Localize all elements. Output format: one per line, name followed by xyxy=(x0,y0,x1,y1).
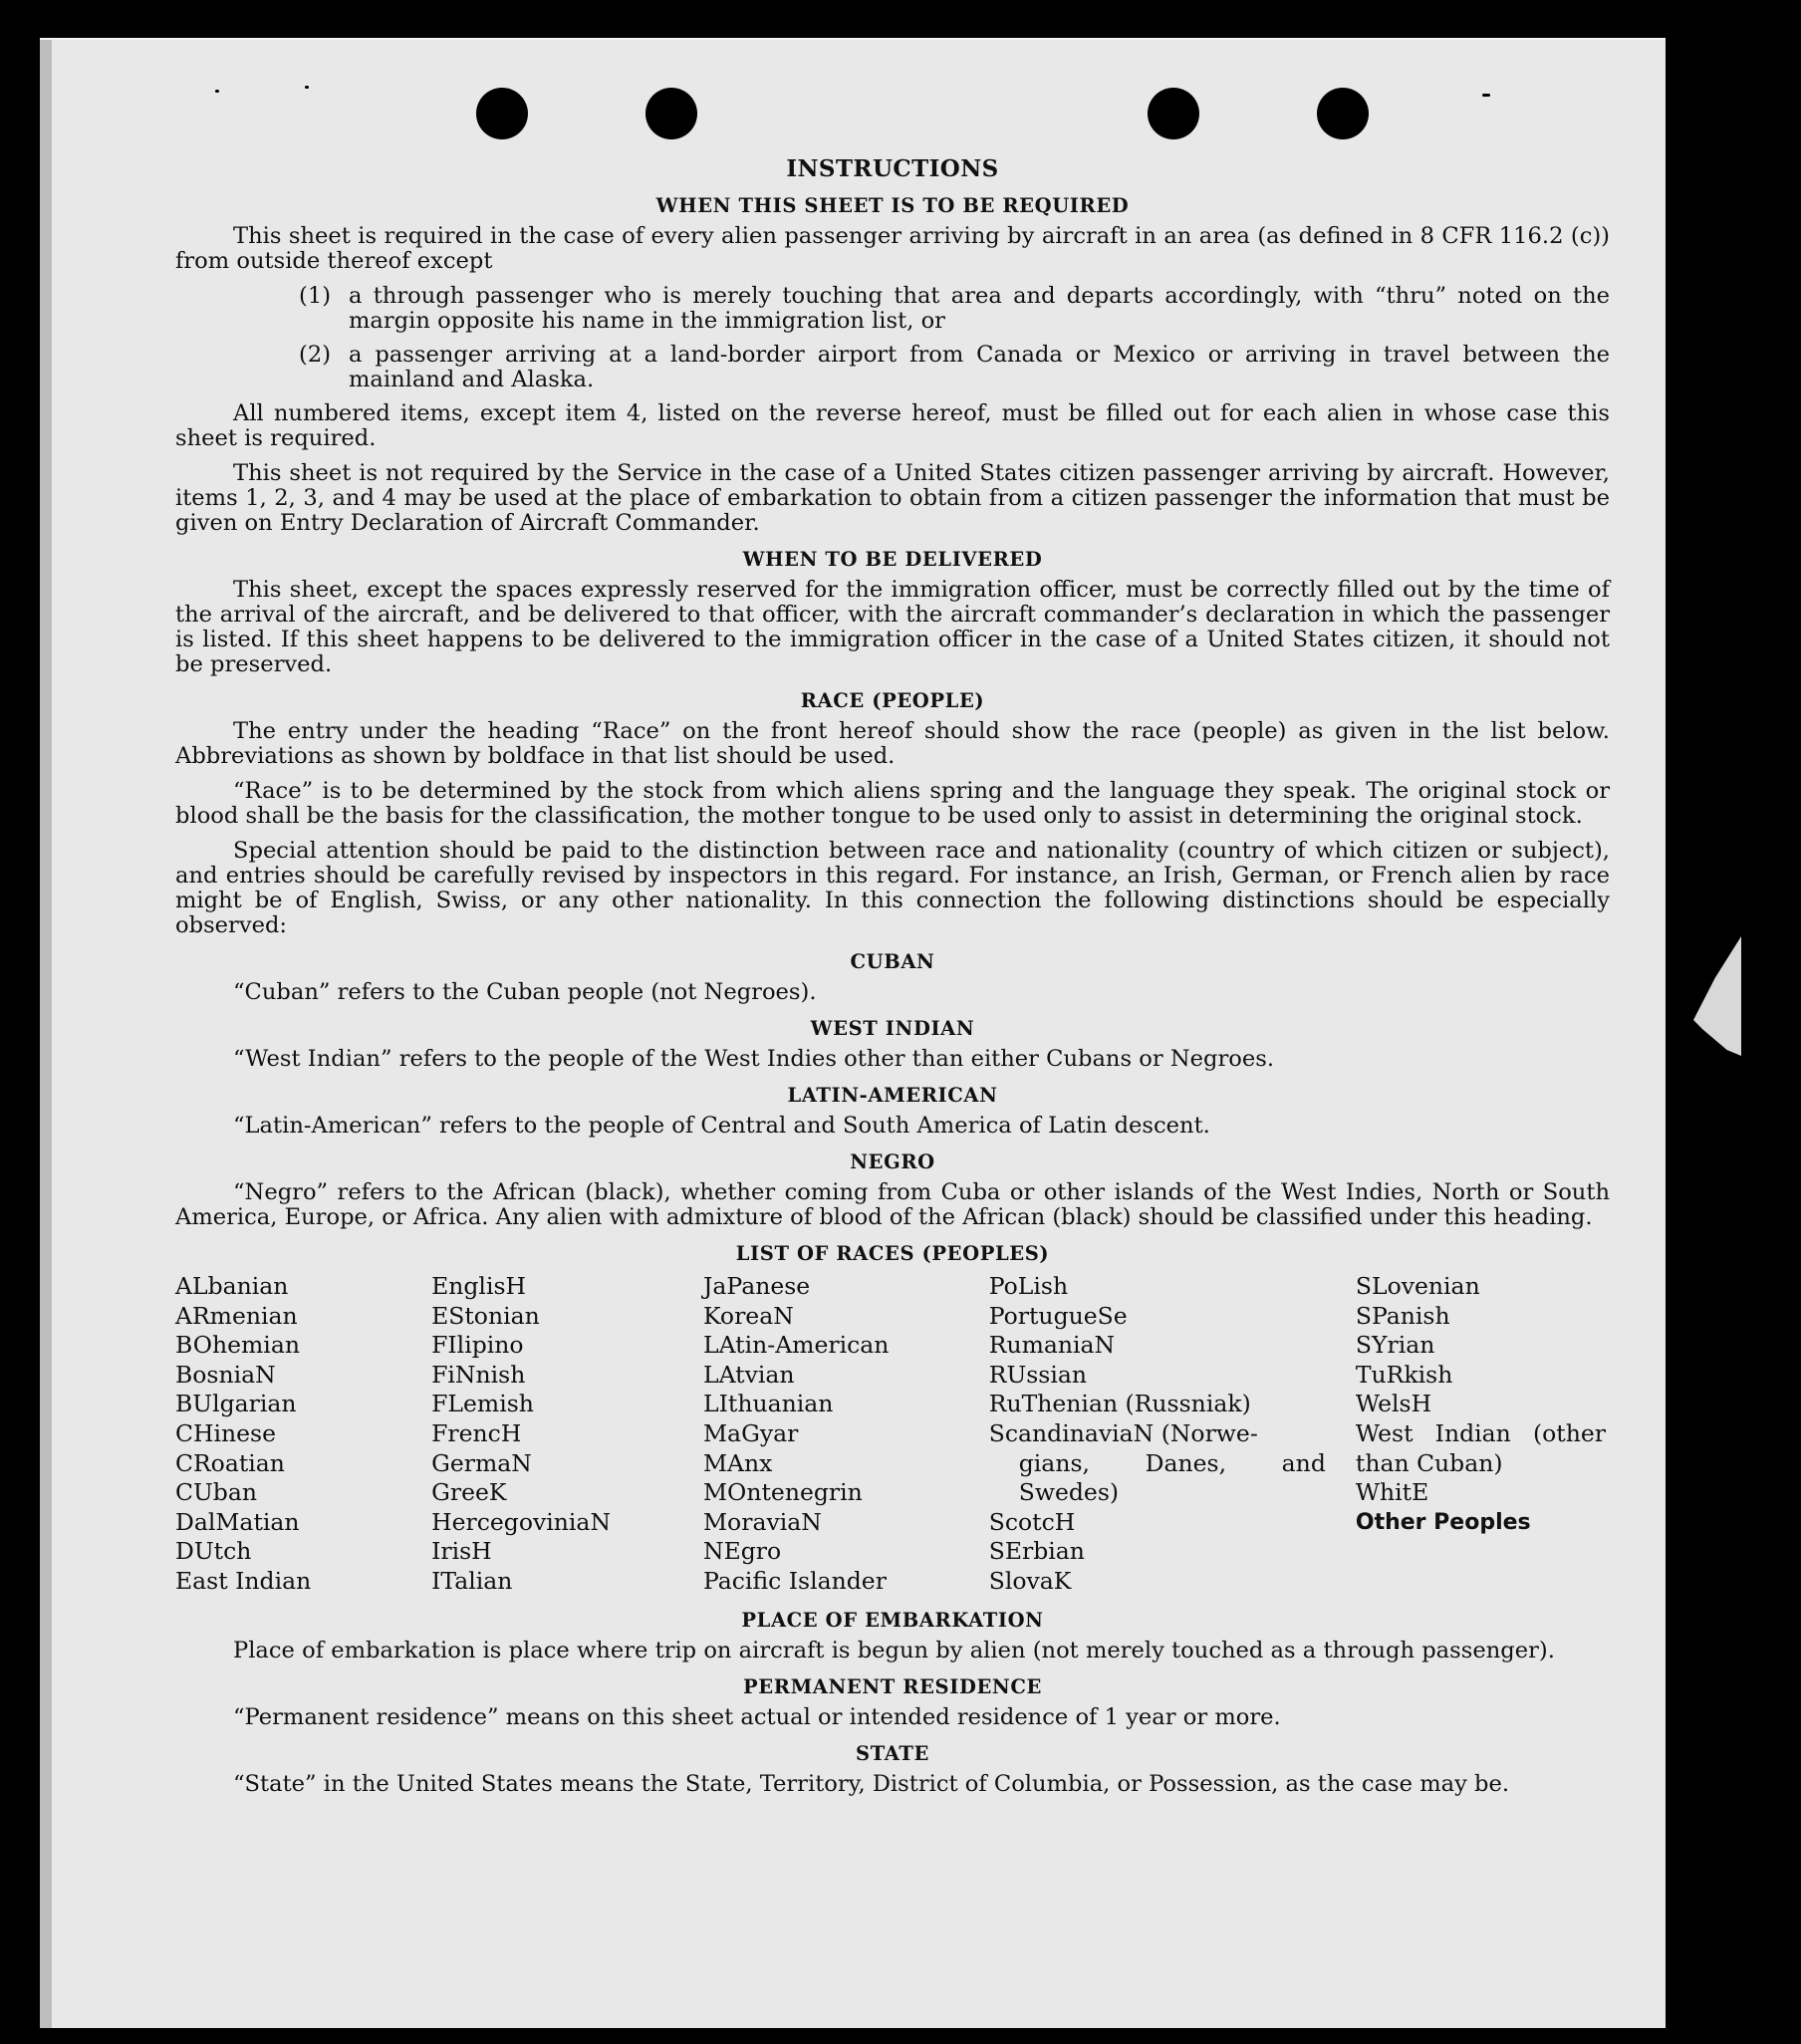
race-item-continued: than Cuban) xyxy=(1355,1448,1503,1477)
paragraph: The entry under the heading “Race” on the front hereof should show the race (people) as given in the list below. Abbreviations as shown by boldface in that list should be used. xyxy=(175,718,1610,769)
item-text: a through passenger who is merely touching that area and departs accordingly, with “thru” noted on the margin opposite his name in the immigration list, or xyxy=(349,283,1610,334)
race-item: ScandinaviaN (Norwe- xyxy=(988,1418,1258,1447)
race-item: BUlgarian xyxy=(175,1390,297,1418)
section-heading-latin-american: LATIN-AMERICAN xyxy=(787,1084,998,1107)
race-item: RuThenian (Russniak) xyxy=(988,1390,1251,1418)
paragraph: “State” in the United States means the State, Territory, District of Columbia, or Possession, as the case may be. xyxy=(233,1770,1510,1797)
paragraph: This sheet is not required by the Service in the case of a United States citizen passenger arriving by aircraft. However, items 1, 2, 3, and 4 may be used at the place of embarkation to obtain from a citizen passenger the information that must be given on Entry Declaration of Aircraft Commander. xyxy=(175,460,1610,536)
race-item: MoraviaN xyxy=(703,1507,822,1536)
race-item: ALbanian xyxy=(175,1272,289,1300)
scan-speck xyxy=(215,90,219,93)
race-item: SPanish xyxy=(1355,1301,1450,1330)
definition-text: “Permanent residence” means on this sheet actual or intended residence of 1 year or more. xyxy=(233,1703,1281,1730)
scan-speck xyxy=(1482,94,1490,97)
race-item: SYrian xyxy=(1355,1331,1435,1360)
section-heading-embarkation: PLACE OF EMBARKATION xyxy=(741,1608,1044,1632)
race-item: EnglisH xyxy=(431,1272,527,1300)
paragraph: This sheet, except the spaces expressly reserved for the immigration officer, must be correctly filled out by the time of the arrival of the aircraft, and be delivered to that officer, with the aircraft commander’s declaration in which the passenger is listed. If this sheet happens to be delivered to the immigration officer in the case of a United States citizen, it should not be preserved. xyxy=(175,577,1610,677)
race-item: West Indian (other xyxy=(1355,1418,1606,1447)
race-item: LIthuanian xyxy=(703,1390,834,1418)
race-item: DalMatian xyxy=(175,1507,300,1536)
race-item: ITalian xyxy=(431,1566,513,1595)
item-number: (2) xyxy=(299,342,332,368)
paragraph: “Negro” refers to the African (black), whether coming from Cuba or other islands of the West Indies, North or South America, Europe, or Africa. Any alien with admixture of blood of the African (black) should be classified under this heading. xyxy=(175,1179,1610,1230)
race-item: NEgro xyxy=(703,1537,782,1566)
race-item: FrencH xyxy=(431,1418,522,1447)
instructions-body xyxy=(175,114,1610,1807)
definition-text: “West Indian” refers to the people of the West Indies other than either Cubans or Negroes. xyxy=(233,1046,1275,1072)
section-heading-west-indian: WEST INDIAN xyxy=(810,1017,975,1040)
race-item: FIlipino xyxy=(431,1331,524,1360)
race-item: ARmenian xyxy=(175,1301,298,1330)
race-item: CRoatian xyxy=(175,1448,285,1477)
race-item: GreeK xyxy=(431,1478,507,1507)
section-heading-cuban: CUBAN xyxy=(850,950,935,973)
section-heading-residence: PERMANENT RESIDENCE xyxy=(743,1674,1042,1698)
race-item: SlovaK xyxy=(988,1566,1072,1595)
race-item: HercegoviniaN xyxy=(431,1507,612,1536)
race-item-continued: gians, Danes, and xyxy=(1018,1448,1326,1477)
race-item: KoreaN xyxy=(703,1301,794,1330)
paragraph: This sheet is required in the case of every alien passenger arriving by aircraft in an area (as defined in 8 CFR 116.2 (c)) from outside thereof except xyxy=(175,223,1610,274)
section-heading-list: LIST OF RACES (PEOPLES) xyxy=(735,1242,1050,1265)
race-item: RumaniaN xyxy=(988,1331,1116,1360)
race-item: LAtvian xyxy=(703,1360,795,1389)
section-heading-delivered: WHEN TO BE DELIVERED xyxy=(742,548,1043,571)
section-heading-state: STATE xyxy=(856,1741,929,1765)
scan-speck xyxy=(305,86,309,89)
race-item: FiNnish xyxy=(431,1360,526,1389)
race-item: MaGyar xyxy=(703,1418,799,1447)
definition-text: “Latin-American” refers to the people of Central and South America of Latin descent. xyxy=(233,1113,1210,1139)
paragraph: All numbered items, except item 4, listed on the reverse hereof, must be filled out for each alien in whose case this sheet is required. xyxy=(175,400,1610,451)
race-item-continued: Swedes) xyxy=(1018,1478,1120,1507)
races-column-1 xyxy=(175,1272,431,1597)
race-item: DUtch xyxy=(175,1537,252,1566)
races-column-4 xyxy=(989,1272,1330,1597)
race-item: GermaN xyxy=(431,1448,532,1477)
torn-paper-fragment xyxy=(1693,936,1741,1056)
race-item: ScotcH xyxy=(988,1507,1076,1536)
race-item: JaPanese xyxy=(703,1272,811,1300)
item-number: (1) xyxy=(299,283,332,309)
races-list xyxy=(175,1272,1610,1597)
paragraph: Place of embarkation is place where trip on aircraft is begun by alien (not merely touched as a through passenger). xyxy=(233,1637,1555,1663)
race-item: Other Peoples xyxy=(1355,1509,1531,1535)
race-item: SErbian xyxy=(988,1537,1085,1566)
page-title: INSTRUCTIONS xyxy=(786,155,999,182)
race-item: CUban xyxy=(175,1478,257,1507)
race-item: WelsH xyxy=(1355,1390,1432,1418)
race-item: MOntenegrin xyxy=(703,1478,863,1507)
races-column-2 xyxy=(431,1272,703,1597)
race-item: EStonian xyxy=(431,1301,540,1330)
races-column-5 xyxy=(1356,1272,1610,1597)
races-column-3 xyxy=(703,1272,989,1597)
sheet-left-shadow xyxy=(40,40,52,2028)
numbered-item xyxy=(299,343,1610,392)
section-heading-negro: NEGRO xyxy=(850,1150,935,1173)
paragraph: “Race” is to be determined by the stock from which aliens spring and the language they speak. The original stock or blood shall be the basis for the classification, the mother tongue to be used only to assist in determining the original stock. xyxy=(175,778,1610,829)
race-item: Pacific Islander xyxy=(703,1566,887,1595)
race-item: BOhemian xyxy=(175,1331,300,1360)
race-item: PortugueSe xyxy=(988,1301,1128,1330)
section-heading-race: RACE (PEOPLE) xyxy=(800,689,985,712)
race-item: MAnx xyxy=(703,1448,773,1477)
section-heading-required: WHEN THIS SHEET IS TO BE REQUIRED xyxy=(655,194,1130,217)
paragraph: Special attention should be paid to the distinction between race and nationality (country of which citizen or subject), and entries should be carefully revised by inspectors in this regard. For instance, an Irish, German, or French alien by race might be of English, Swiss, or any other nationality. In this connection the following distinctions should be especially observed: xyxy=(175,838,1610,938)
race-item: SLovenian xyxy=(1355,1272,1480,1300)
race-item: CHinese xyxy=(175,1418,276,1447)
race-item: East Indian xyxy=(175,1566,312,1595)
race-item: FLemish xyxy=(431,1390,534,1418)
race-item: WhitE xyxy=(1355,1478,1429,1507)
race-item: BosniaN xyxy=(175,1360,276,1389)
item-text: a passenger arriving at a land-border airport from Canada or Mexico or arriving in travel between the mainland and Alaska. xyxy=(349,342,1610,392)
race-item: LAtin-American xyxy=(703,1331,890,1360)
race-item: IrisH xyxy=(431,1537,492,1566)
definition-text: “Cuban” refers to the Cuban people (not Negroes). xyxy=(233,979,817,1005)
document-sheet xyxy=(40,40,1666,2028)
numbered-item xyxy=(299,284,1610,334)
race-item: TuRkish xyxy=(1355,1360,1453,1389)
race-item: RUssian xyxy=(988,1360,1088,1389)
race-item: PoLish xyxy=(988,1272,1069,1300)
